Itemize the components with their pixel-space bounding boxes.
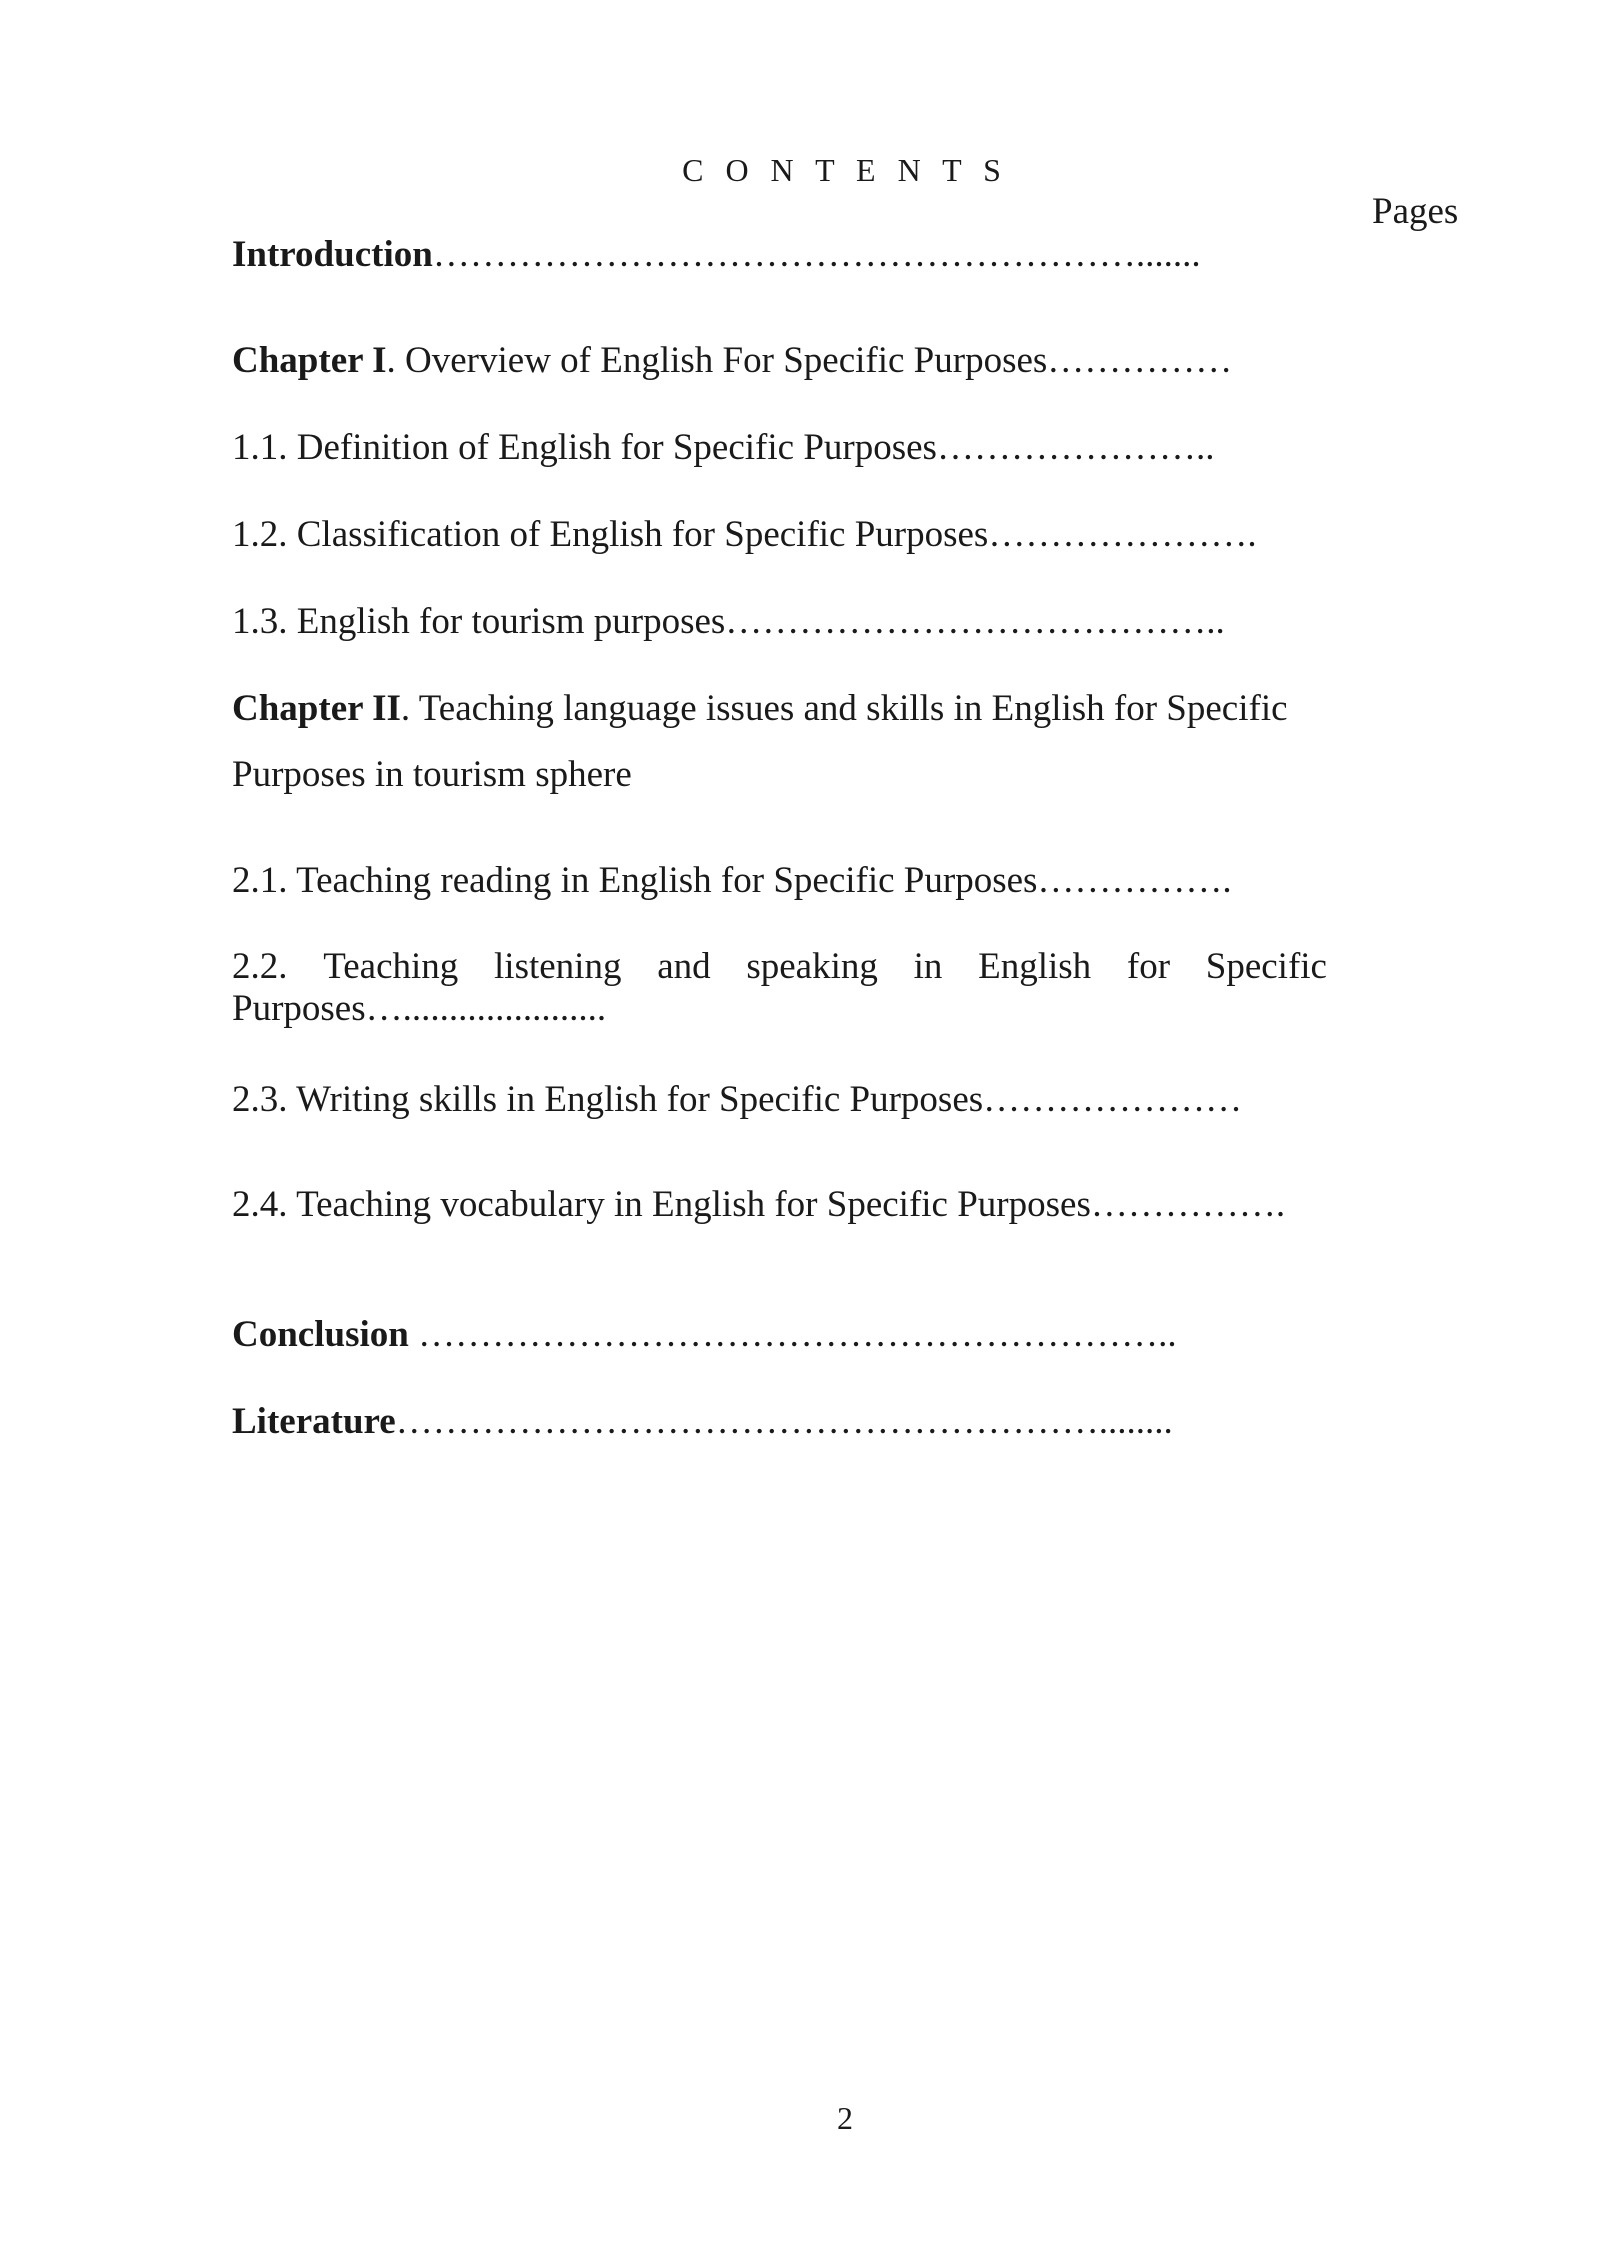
toc-chapter-title: . Overview of English For Specific Purposes…………… [386,340,1233,381]
toc-entry-2-4: 2.4. Teaching vocabulary in English for Specific Purposes……………. [232,1184,1286,1225]
toc-word: Specific [1205,946,1327,987]
toc-leader-dots: …………………………………………………….. [408,1314,1177,1355]
toc-word: English [978,946,1092,987]
toc-leader-dots: …………………………………………………....... [432,234,1201,275]
toc-leader-dots: …………………………………………………........ [395,1401,1173,1442]
toc-word: in [913,946,943,987]
toc-chapter-label: Chapter I [232,340,387,381]
toc-entry-conclusion [232,1313,1327,1357]
toc-chapter-title-continued: Purposes in tourism sphere [232,754,632,795]
toc-entry-title: Introduction [232,234,433,275]
toc-word: Teaching [323,946,459,987]
toc-entry-2-3: 2.3. Writing skills in English for Specific Purposes………………… [232,1079,1243,1120]
toc-entry-1-1: 1.1. Definition of English for Specific Purposes………………….. [232,427,1215,468]
page-number: 2 [837,2100,853,2136]
toc-entry-justified-line [232,946,1327,988]
toc-word: speaking [746,946,878,987]
pages-column-label: Pages [1372,191,1459,232]
toc-chapter-title: . Teaching language issues and skills in English for Specific [400,688,1288,729]
toc-entry-2-1: 2.1. Teaching reading in English for Specific Purposes……………. [232,860,1232,901]
toc-entry-title: Conclusion [232,1314,409,1355]
toc-chapter-label: Chapter II [232,688,401,729]
toc-entry-2-2 [232,946,1327,1030]
toc-entry-introduction [232,233,1327,277]
toc-entry-1-3: 1.3. English for tourism purposes………………………………….. [232,601,1225,642]
toc-entry-chapter-2 [232,687,1327,797]
toc-entry-1-2: 1.2. Classification of English for Specific Purposes…………………. [232,514,1257,555]
toc-entry-literature [232,1400,1327,1444]
toc-entry-title: Literature [232,1401,396,1442]
toc-word: listening [494,946,622,987]
toc-word: for [1126,946,1171,987]
toc-entry-chapter-1 [232,339,1327,383]
contents-heading: C O N T E N T S [682,152,1008,188]
toc-entry-continued: Purposes…...................... [232,988,607,1029]
toc-entry-line [232,687,1327,731]
toc-word: and [657,946,711,987]
toc-word: 2.2. [232,946,288,987]
